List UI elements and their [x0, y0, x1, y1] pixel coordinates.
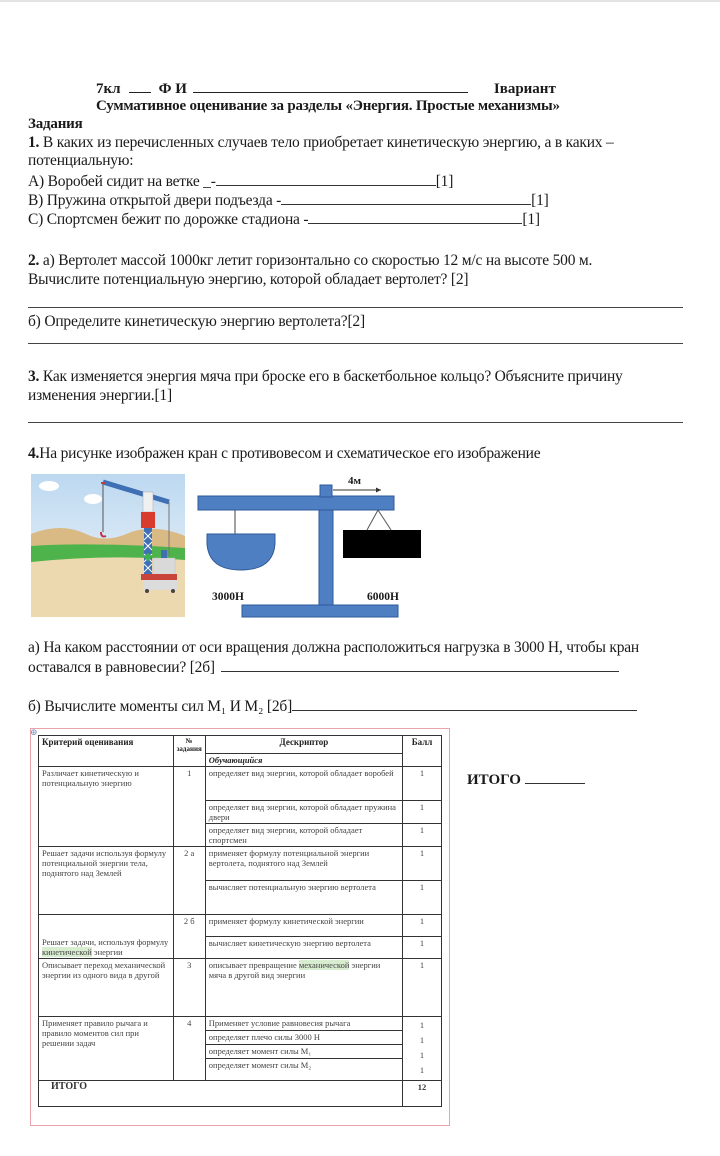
- col-header-score: Балл: [403, 736, 442, 767]
- variant-label: Iвариант: [493, 81, 556, 97]
- q1-b-answer-blank[interactable]: [281, 191, 531, 205]
- table-total-row: [39, 1081, 442, 1107]
- crane-picture-icon: [31, 474, 185, 617]
- q4b-text: б) Вычислите моменты сил M₁ И M₂ [2б]: [28, 697, 637, 716]
- side-total-blank[interactable]: [525, 772, 585, 784]
- descriptor-cell: определяет плечо силы 3000 Н: [205, 1031, 402, 1045]
- grade-label: 7кл: [96, 81, 121, 97]
- q4a-answer-blank[interactable]: [221, 658, 619, 672]
- descriptor-cell: определяет вид энергии, которой обладает спортсмен: [205, 824, 402, 847]
- col-header-task-no: № задания: [173, 736, 205, 767]
- q2-number: 2.: [28, 252, 40, 269]
- col-header-criterion: Критерий оценивания: [39, 736, 174, 767]
- lever-diagram: [195, 475, 425, 620]
- task-cell: 2 б: [173, 915, 205, 959]
- q2a-text: 2. а) Вертолет массой 1000кг летит горизонтально со скоростью 12 м/с на высоте 500 м.: [28, 252, 593, 269]
- descriptor-cell: вычисляет кинетическую энергию вертолета: [205, 937, 402, 959]
- descriptor-cell: определяет момент силы M₂: [205, 1059, 402, 1081]
- name-blank[interactable]: [193, 80, 468, 93]
- task-cell: 1: [173, 767, 205, 847]
- q4-intro: 4.На рисунке изображен кран с противовесом и схематическое его изображение: [28, 445, 541, 462]
- q1-a-answer-blank[interactable]: [216, 172, 436, 186]
- col-header-descriptor: Дескриптор: [205, 736, 402, 754]
- descriptor-cell: определяет вид энергии, которой обладает пружина двери: [205, 801, 402, 824]
- distance-label: 4м: [348, 475, 361, 487]
- descriptor-cell: применяет формулу потенциальной энергии вертолета, поднятого над Землей: [205, 847, 402, 881]
- header-line: [96, 80, 556, 98]
- section-heading: Задания: [28, 116, 83, 132]
- score-cell: 1: [403, 847, 442, 881]
- q1-item-b: В) Пружина открытой двери подъезда - [1]: [28, 192, 549, 209]
- q1-text-line2: потенциальную:: [28, 152, 134, 169]
- document-title: Суммативное оценивание за разделы «Энергия. Простые механизмы»: [96, 98, 560, 114]
- table-row: [39, 915, 442, 937]
- q2b-answer-line[interactable]: [28, 343, 683, 344]
- task-cell: 2 а: [173, 847, 205, 915]
- task-cell: 4: [173, 1017, 205, 1081]
- q3-number: 3.: [28, 368, 40, 385]
- q4-number: 4.: [28, 445, 40, 462]
- table-row: [39, 847, 442, 881]
- q4a-text: а) На каком расстоянии от оси вращения должна расположиться нагрузка в 3000 Н, чтобы кран: [28, 639, 640, 656]
- rubric-table: [38, 735, 442, 1107]
- q1-c-answer-blank[interactable]: [308, 210, 522, 224]
- q1-item-a: А) Воробей сидит на ветке _- [1]: [28, 173, 454, 190]
- task-cell: 3: [173, 959, 205, 1017]
- q2b-text: б) Определите кинетическую энергию вертолета?[2]: [28, 313, 365, 330]
- left-load-label: 3000Н: [212, 591, 244, 603]
- descriptor-cell: вычисляет потенциальную энергию вертолета: [205, 881, 402, 915]
- criterion-cell: Решает задачи используя формулу потенциальной энергии тела, поднятого над Землей: [39, 847, 174, 915]
- q3-text-line2: изменения энергии.[1]: [28, 387, 172, 404]
- table-row: [39, 1017, 442, 1031]
- crane-illustration: [31, 474, 185, 617]
- total-score: 12: [403, 1081, 442, 1107]
- score-cell-group: 1 1 1 1: [403, 1017, 442, 1081]
- q2a-text-line2: Вычислите потенциальную энергию, которой обладает вертолет? [2]: [28, 271, 469, 288]
- score-cell: 1: [403, 937, 442, 959]
- score-cell: 1: [403, 767, 442, 801]
- score-cell: 1: [403, 824, 442, 847]
- criterion-cell: Решает задачи, используя формулу кинетической энергии: [39, 915, 174, 959]
- descriptor-cell: определяет момент силы M₁: [205, 1045, 402, 1059]
- q1-number: 1.: [28, 134, 40, 151]
- learner-subheader: Обучающийся: [205, 754, 402, 767]
- q4a-text-line2: оставался в равновесии? [2б]: [28, 658, 619, 677]
- descriptor-cell: описывает превращение механической энергии мяча в другой вид энергии: [205, 959, 402, 1017]
- criterion-cell: Различает кинетическую и потенциальную энергию: [39, 767, 174, 847]
- table-row: [39, 767, 442, 801]
- table-row: [39, 959, 442, 1017]
- criterion-cell: Описывает переход механической энергии из одного вида в другой: [39, 959, 174, 1017]
- score-cell: 1: [403, 915, 442, 937]
- q3-answer-line[interactable]: [28, 422, 683, 423]
- q2a-answer-line[interactable]: [28, 307, 683, 308]
- q1-item-c: С) Спортсмен бежит по дорожке стадиона - [1]: [28, 211, 540, 228]
- score-cell: 1: [403, 959, 442, 1017]
- score-cell: 1: [403, 801, 442, 824]
- q4b-answer-blank[interactable]: [292, 697, 637, 711]
- table-move-handle-icon[interactable]: ⊕: [30, 727, 38, 737]
- class-blank[interactable]: [129, 80, 151, 93]
- descriptor-cell: определяет вид энергии, которой обладает воробей: [205, 767, 402, 801]
- top-edge: [0, 0, 720, 2]
- name-label: Ф И: [158, 81, 187, 97]
- q1-text: 1. В каких из перечисленных случаев тело приобретает кинетическую энергию, а в каких –: [28, 134, 614, 151]
- score-cell: 1: [403, 881, 442, 915]
- descriptor-cell: применяет формулу кинетической энергии: [205, 915, 402, 937]
- right-load-label: 6000Н: [367, 591, 399, 603]
- descriptor-cell: Применяет условие равновесия рычага: [205, 1017, 402, 1031]
- total-label: ИТОГО: [39, 1081, 403, 1107]
- criterion-cell: Применяет правило рычага и правило моментов сил при решении задач: [39, 1017, 174, 1081]
- side-total: ИТОГО: [467, 772, 585, 789]
- q3-text: 3. Как изменяется энергия мяча при броске его в баскетбольное кольцо? Объясните причину: [28, 368, 623, 385]
